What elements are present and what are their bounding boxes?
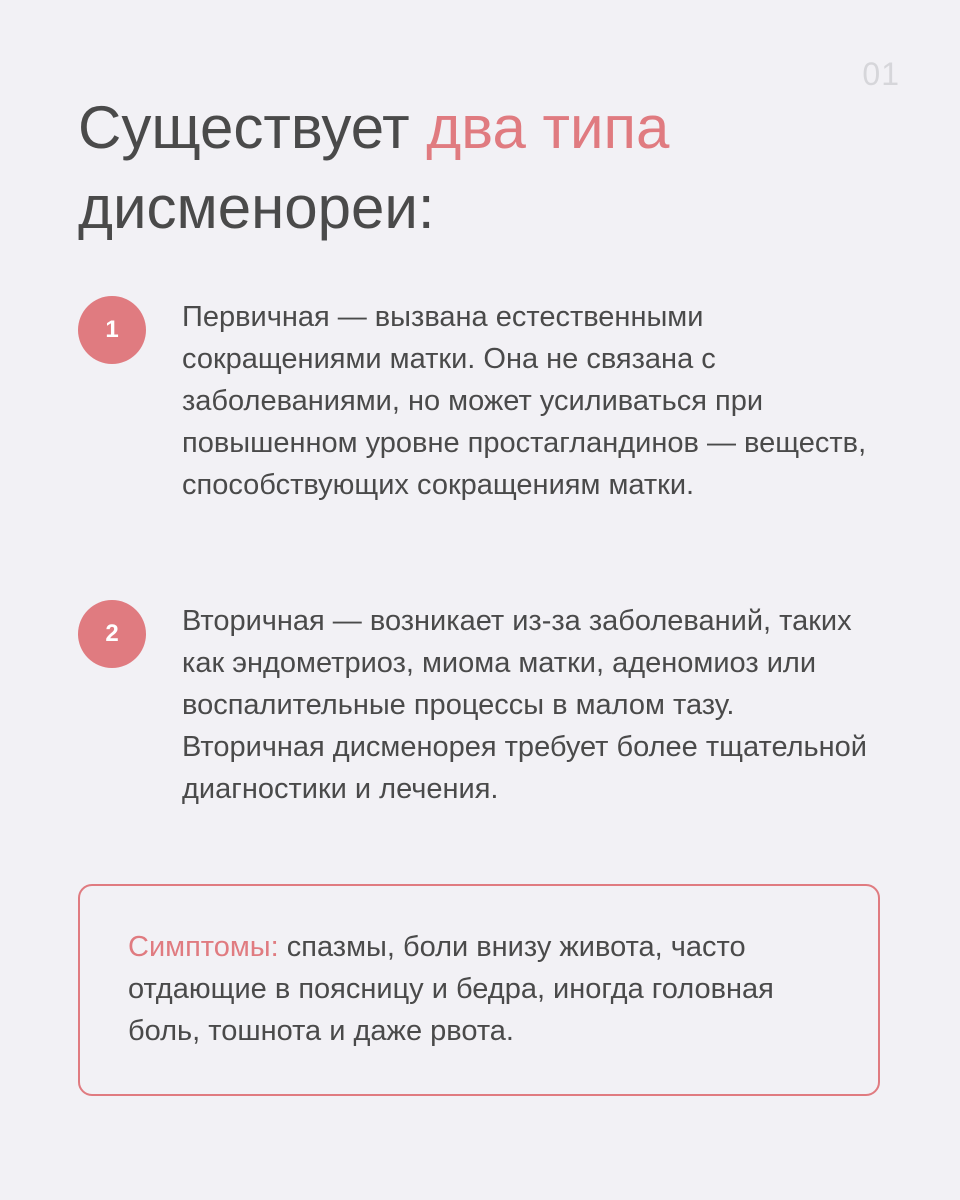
number-badge-1: 1 [78,296,146,364]
symptoms-box [78,884,880,1096]
title-accent: два типа [426,94,670,161]
title-part2: дисменореи: [78,174,435,241]
title-part1: Существует [78,94,427,161]
item-text-primary: Первичная — вызвана естественными сокращениями матки. Она не связана с заболеваниями, но может усиливаться при повышенном уровне простагландинов — веществ, способствующих сокращениям матки. [182,301,867,501]
page-number: 01 [862,56,900,92]
number-badge-2: 2 [78,600,146,668]
item-text-secondary: Вторичная — возникает из-за заболеваний, таких как эндометриоз, миома матки, аденомиоз или воспалительные процессы в малом тазу. Вторичная дисменорея требует более тщательной диагностики и лечения. [182,605,867,805]
symptoms-paragraph [128,926,848,1052]
symptoms-label: Симптомы: [128,931,279,963]
symptoms-text: спазмы, боли внизу живота, часто отдающие в поясницу и бедра, иногда головная боль, тошнота и даже рвота. [128,931,774,1047]
page-title [78,88,878,248]
